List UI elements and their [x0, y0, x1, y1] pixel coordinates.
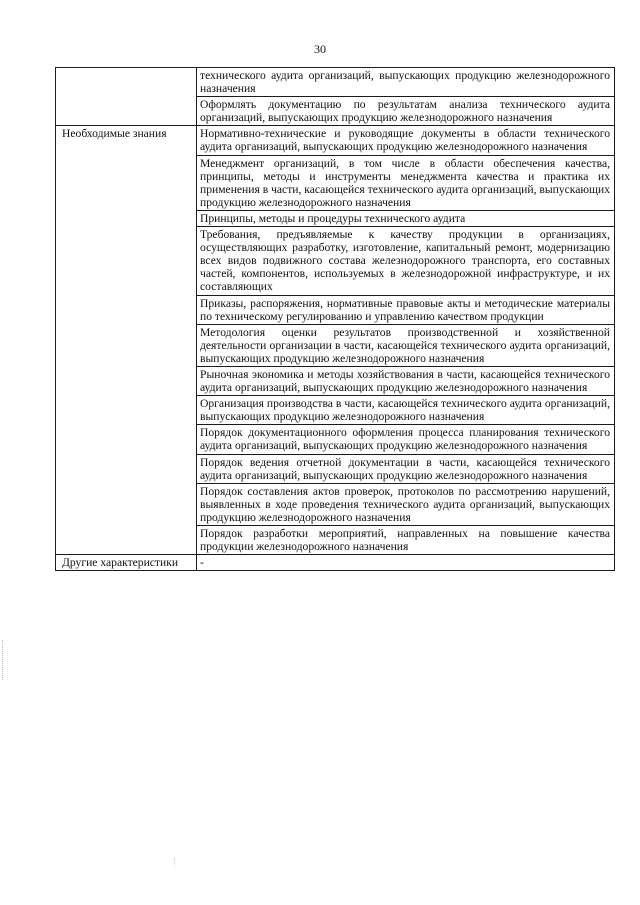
requirement-text: Методология оценки результатов производственной и хозяйственной деятельности организации в части, касающейся технического аудита организаций, выпускающих продукцию железнодорожного назначения — [200, 325, 610, 365]
requirement-text: - — [200, 556, 204, 570]
category-cell — [56, 555, 197, 571]
requirement-text: Оформлять документацию по результатам анализа технического аудита организаций, выпускающих продукцию железнодорожного назначения — [200, 98, 610, 125]
requirement-cell — [197, 295, 615, 324]
requirement-cell — [197, 68, 615, 97]
requirement-cell — [197, 526, 615, 555]
requirement-cell — [197, 425, 615, 454]
requirement-text: Порядок ведения отчетной документации в части, касающейся технического аудита организаций, выпускающих продукцию железнодорожного назначения — [200, 455, 610, 482]
requirement-cell — [197, 155, 615, 210]
requirement-cell — [197, 555, 615, 571]
requirement-cell — [197, 324, 615, 366]
category-label: Необходимые знания — [62, 127, 167, 141]
requirement-text: Порядок документационного оформления процесса планирования технического аудита организаций, выпускающих продукцию железнодорожного назначения — [200, 426, 610, 453]
requirement-text: Рыночная экономика и методы хозяйствования в части, касающейся технического аудита организаций, выпускающих продукцию железнодорожного назначения — [200, 367, 610, 395]
requirement-cell — [197, 366, 615, 395]
requirement-cell — [197, 454, 615, 483]
category-cell — [56, 68, 197, 126]
requirement-text: Принципы, методы и процедуры технического аудита — [200, 211, 466, 225]
scan-dot-mark — [174, 858, 176, 866]
requirement-cell — [197, 396, 615, 425]
requirement-cell — [197, 227, 615, 295]
requirement-text: Порядок составления актов проверок, протоколов по рассмотрению нарушений, выявленных в ходе проведения технического аудита организаций, выпускающих продукцию железнодорожного назначения — [200, 484, 610, 524]
category-cell — [56, 126, 197, 555]
table-body — [56, 68, 615, 571]
requirement-text: технического аудита организаций, выпускающих продукцию железнодорожного назначения — [200, 69, 610, 96]
table-row — [56, 126, 615, 155]
requirement-text: Организация производства в части, касающейся технического аудита организаций, выпускающих продукцию железнодорожного назначения — [200, 397, 610, 424]
requirement-text: Требования, предъявляемые к качеству продукции в организациях, осуществляющих разработку, изготовление, капитальный ремонт, модернизацию всех видов подвижного состава железнодорожного транспорта, его составных частей, компонентов, используемых в железнодорожной инфраструктуре, и их составляющих — [200, 228, 610, 294]
requirements-table — [55, 67, 615, 571]
table-row — [56, 68, 615, 97]
requirement-cell — [197, 483, 615, 525]
requirement-cell — [197, 97, 615, 126]
requirement-text: Нормативно-технические и руководящие документы в области технического аудита организаций, выпускающих продукцию железнодорожного назначения — [200, 127, 610, 154]
scan-margin-mark — [2, 640, 4, 680]
table-row — [56, 555, 615, 571]
requirement-cell — [197, 210, 615, 226]
requirement-text: Приказы, распоряжения, нормативные правовые акты и методические материалы по техническому регулированию и управлению качеством продукции — [200, 296, 610, 323]
requirement-text: Порядок разработки мероприятий, направленных на повышение качества продукции железнодорожного назначения — [200, 527, 610, 554]
page-number: 30 — [314, 42, 326, 56]
requirement-cell — [197, 126, 615, 155]
category-label: Другие характеристики — [62, 556, 179, 570]
requirement-text: Менеджмент организаций, в том числе в области обеспечения качества, принципы, методы и инструменты менеджмента качества и практика их применения в части, касающейся технического аудита организаций, выпускающих продукцию железнодорожного назначения — [200, 156, 610, 209]
